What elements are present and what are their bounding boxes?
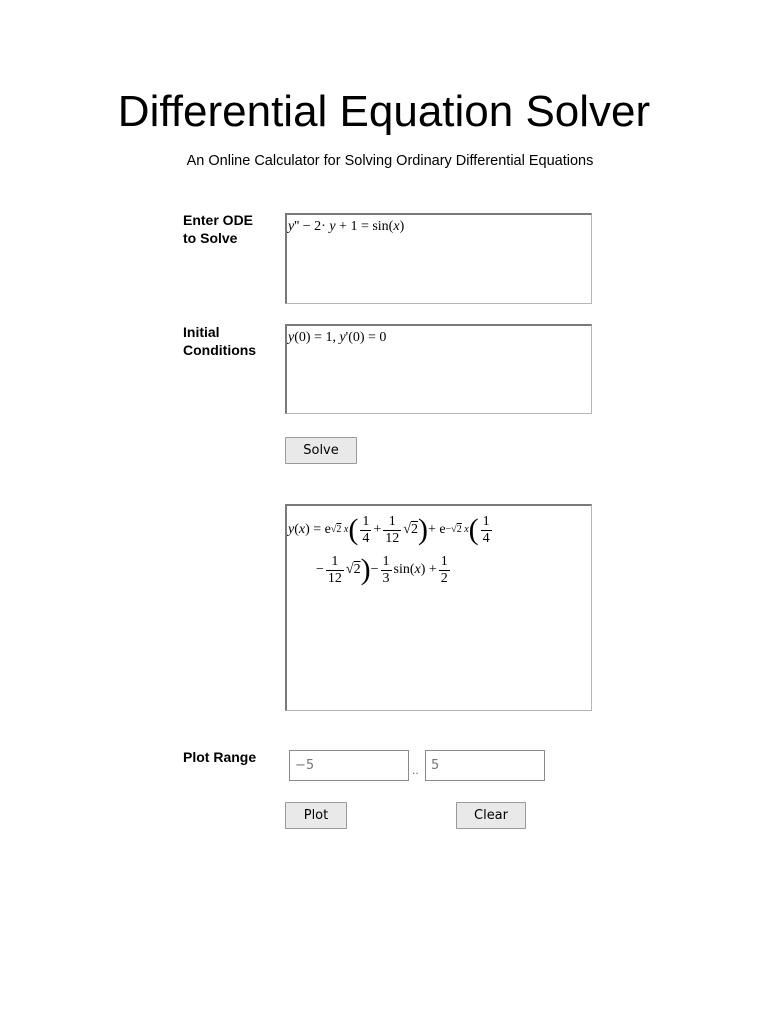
ic-expression: y(0) = 1, y'(0) = 0 [288, 330, 387, 345]
page-title: Differential Equation Solver [117, 87, 651, 136]
initial-conditions-input[interactable] [285, 324, 592, 414]
solution-expression: y ( x ) = e √2 x ( 1 4 + 1 12 √ 2 ) + e −√2 x ( 1 4 − 1 12 √ 2 ) − 1 3 sin( x ) + 1 2 [288, 513, 490, 586]
plot-button[interactable]: Plot [285, 802, 347, 829]
ode-label: Enter ODE to Solve [183, 212, 254, 246]
solve-button[interactable]: Solve [285, 437, 357, 464]
clear-button[interactable]: Clear [456, 802, 526, 829]
page-subtitle: An Online Calculator for Solving Ordinary Differential Equations [186, 153, 594, 169]
ode-expression: y'' − 2· y + 1 = sin(x) [288, 219, 405, 234]
plot-range-from-input[interactable]: −5 [289, 750, 409, 781]
initial-conditions-label: Initial Conditions [183, 324, 257, 358]
plot-range-to-input[interactable]: 5 [425, 750, 545, 781]
plot-range-separator: .. [412, 763, 419, 777]
plot-range-label: Plot Range [183, 749, 257, 765]
ode-input[interactable] [285, 213, 592, 304]
solution-output[interactable] [285, 504, 592, 711]
